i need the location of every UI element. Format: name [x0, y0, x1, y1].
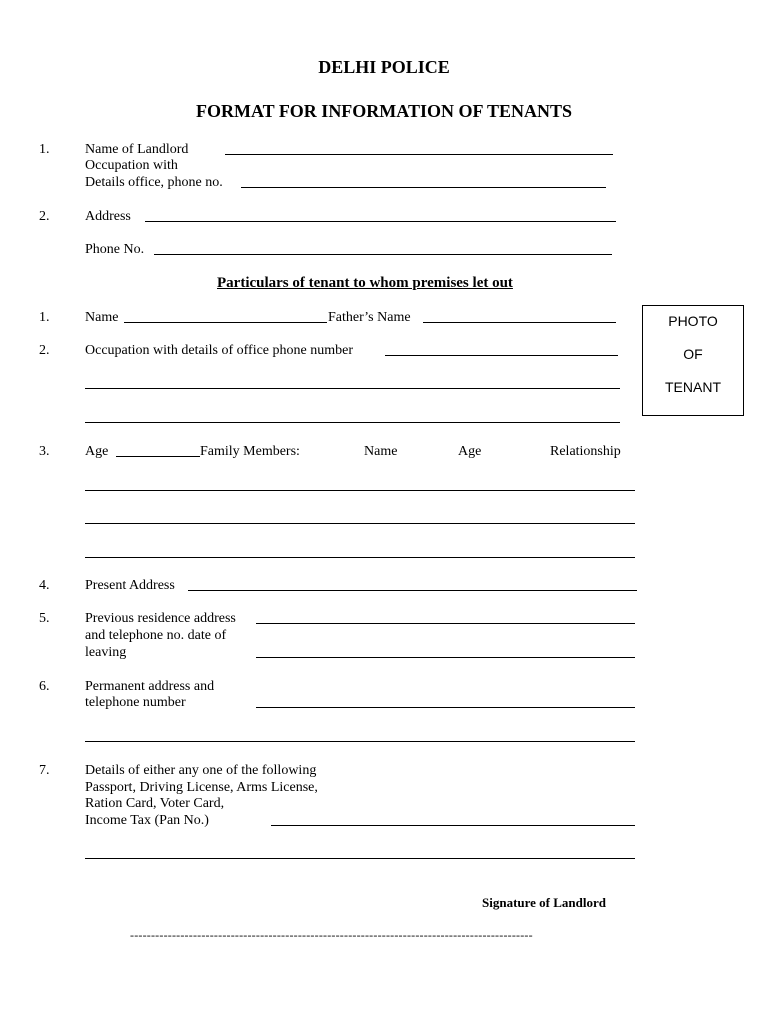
tenant-name-label: Name	[85, 310, 119, 325]
family-members-label: Family Members:	[200, 444, 300, 459]
occupation-line-2[interactable]	[85, 388, 620, 389]
documents-label-4: Income Tax (Pan No.)	[85, 813, 209, 828]
occupation-details-label: Occupation with details of office phone number	[85, 343, 353, 358]
item-number: 1.	[39, 310, 50, 325]
documents-label-1: Details of either any one of the following	[85, 763, 317, 778]
permanent-address-line-1[interactable]	[256, 707, 635, 708]
details-office-label: Details office, phone no.	[85, 175, 223, 190]
family-line-2[interactable]	[85, 523, 635, 524]
family-col-relationship: Relationship	[550, 444, 621, 459]
signature-landlord-label: Signature of Landlord	[482, 895, 607, 910]
item-number: 5.	[39, 611, 50, 626]
landlord-name-line[interactable]	[225, 154, 613, 155]
father-name-label: Father’s Name	[328, 310, 411, 325]
permanent-address-line-2[interactable]	[85, 741, 635, 742]
present-address-line[interactable]	[188, 590, 637, 591]
landlord-name-label: Name of Landlord	[85, 142, 189, 157]
age-line[interactable]	[116, 456, 200, 457]
prev-residence-line-2[interactable]	[256, 657, 635, 658]
prev-residence-line-1[interactable]	[256, 623, 635, 624]
age-label: Age	[85, 444, 109, 459]
item-number: 6.	[39, 679, 50, 694]
item-number: 2.	[39, 209, 50, 224]
present-address-label: Present Address	[85, 578, 175, 593]
item-number: 2.	[39, 343, 50, 358]
phone-line[interactable]	[154, 254, 612, 255]
address-line[interactable]	[145, 221, 616, 222]
item-number: 7.	[39, 763, 50, 778]
documents-line-1[interactable]	[271, 825, 635, 826]
dashed-separator: ------------------------------------------------------------------------------------------------	[130, 928, 533, 942]
phone-label: Phone No.	[85, 242, 145, 257]
documents-label-3: Ration Card, Voter Card,	[85, 796, 225, 811]
documents-label-2: Passport, Driving License, Arms License,	[85, 780, 318, 795]
tenant-name-line[interactable]	[124, 322, 327, 323]
permanent-address-label-1: Permanent address and	[85, 679, 215, 694]
prev-residence-label-2: and telephone no. date of	[85, 628, 227, 643]
family-line-1[interactable]	[85, 490, 635, 491]
occupation-label: Occupation with	[85, 158, 178, 173]
family-col-name: Name	[364, 444, 398, 459]
documents-line-2[interactable]	[85, 858, 635, 859]
father-name-line[interactable]	[423, 322, 616, 323]
item-number: 1.	[39, 142, 50, 157]
occupation-line-3[interactable]	[85, 422, 620, 423]
photo-label-3: TENANT	[665, 379, 721, 395]
item-number: 3.	[39, 444, 50, 459]
photo-label-1: PHOTO	[668, 313, 718, 329]
item-number: 4.	[39, 578, 50, 593]
photo-label-2: OF	[683, 346, 703, 362]
prev-residence-label-1: Previous residence address	[85, 611, 236, 626]
tenant-section-heading: Particulars of tenant to whom premises let out	[217, 275, 513, 291]
family-line-3[interactable]	[85, 557, 635, 558]
address-label: Address	[85, 209, 131, 224]
photo-box[interactable]	[642, 305, 744, 416]
permanent-address-label-2: telephone number	[85, 695, 186, 710]
form-title: FORMAT FOR INFORMATION OF TENANTS	[195, 101, 572, 121]
details-office-line[interactable]	[241, 187, 606, 188]
org-title: DELHI POLICE	[318, 57, 450, 77]
occupation-line[interactable]	[385, 355, 618, 356]
prev-residence-label-3: leaving	[85, 645, 127, 660]
family-col-age: Age	[458, 444, 482, 459]
